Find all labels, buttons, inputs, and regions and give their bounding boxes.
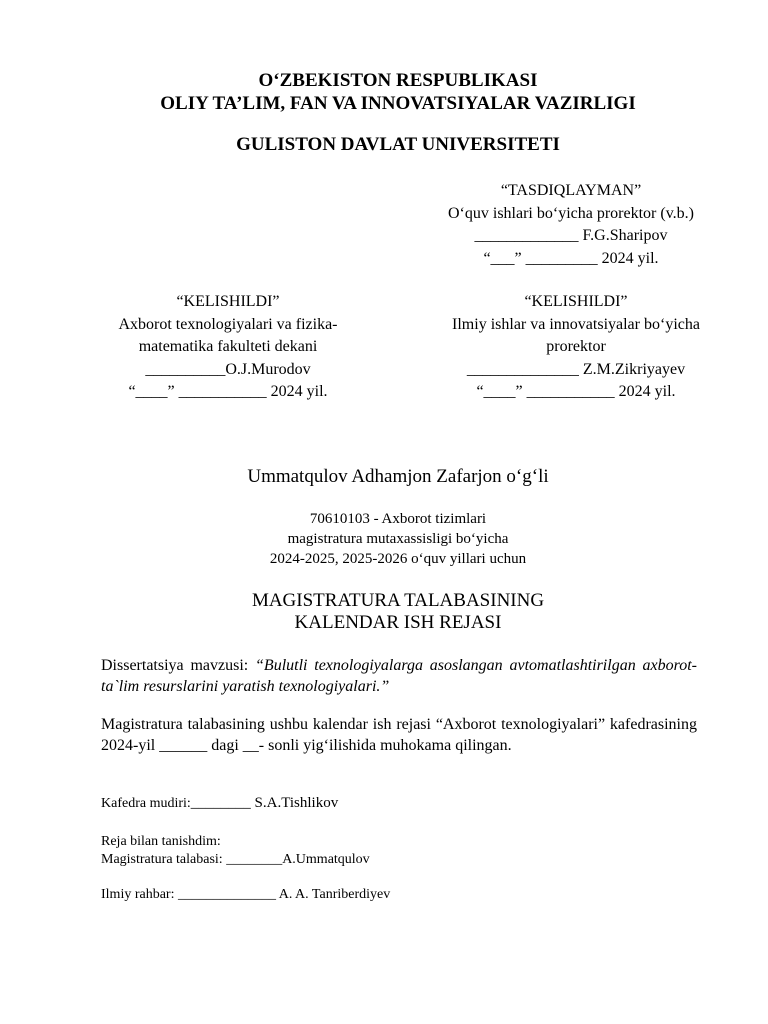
agreed-right-date: “____” ___________ 2024 yil. [476,383,676,400]
dissertation-topic: “Bulutli texnologiyalarga asoslangan avtomatlashtirilgan axborot-ta`lim resurslarini yaratish texnologiyalari.” [101,657,697,695]
republic-title: O‘ZBEKISTON RESPUBLIKASI [258,70,538,91]
head-label: Kafedra mudiri: [101,796,191,811]
approval-date: “___” _________ 2024 yil. [483,249,659,267]
agreed-right-title: “KELISHILDI” [524,293,628,310]
acquaintance-block [101,833,370,869]
agreed-left-title: “KELISHILDI” [176,293,280,310]
agreed-left-block [78,291,378,404]
head-signature-line [101,795,338,812]
agreed-right-signature: ______________ Z.M.Zikriyayev [466,360,686,378]
discussion-text: Magistratura talabasining ushbu kalendar ish rejasi “Axborot texnologiyalari” kafedrasining 2024-yil ______ dagi __- sonli yig‘ilishida muhokama qilingan. [101,716,697,754]
document-title-line-2: KALENDAR ISH REJASI [294,612,502,633]
dissertation-label: Dissertatsiya mavzusi: [101,657,256,674]
student-name: Ummatqulov Adhamjon Zafarjon o‘g‘li [247,466,549,487]
agreed-left-position-1: Axborot texnologiyalari va fizika- [118,315,338,333]
specialty-line-2: magistratura mutaxassisligi bo‘yicha [287,531,509,547]
student-signature-label: Magistratura talabasi: [101,852,227,867]
dissertation-block [101,655,697,697]
approval-signature: _____________ F.G.Sharipov [474,227,668,244]
ministry-title: OLIY TA’LIM, FAN VA INNOVATSIYALAR VAZIRLIGI [160,93,636,114]
agreed-right-position-2: prorektor [546,338,606,355]
header-block [0,69,768,115]
document-title [0,590,768,634]
specialty-block [0,509,768,569]
university-title: GULISTON DAVLAT UNIVERSITETI [236,134,560,155]
acquainted-label: Reja bilan tanishdim: [101,834,221,849]
approval-position: O‘quv ishlari bo‘yicha prorektor (v.b.) [448,204,694,222]
advisor-signature-line [101,887,390,903]
agreed-left-date: “____” ___________ 2024 yil. [128,383,328,400]
document-title-line-1: MAGISTRATURA TALABASINING [251,590,545,611]
advisor-value: ______________ A. A. Tanriberdiyev [177,887,391,902]
agreed-right-block [406,291,746,404]
specialty-line-1: 70610103 - Axborot tizimlari [309,511,487,527]
agreed-left-position-2: matematika fakulteti dekani [138,338,318,355]
study-years: 2024-2025, 2025-2026 o‘quv yillari uchun [269,551,527,567]
student-signature-value: ________A.Ummatqulov [226,852,370,867]
head-value: ________ S.A.Tishlikov [190,795,339,811]
approval-title: “TASDIQLAYMAN” [500,182,642,199]
agreed-left-signature: __________O.J.Murodov [145,360,311,378]
agreed-right-position-1: Ilmiy ishlar va innovatsiyalar bo‘yicha [452,315,700,333]
approval-block [396,180,746,270]
advisor-label: Ilmiy rahbar: [101,887,178,902]
